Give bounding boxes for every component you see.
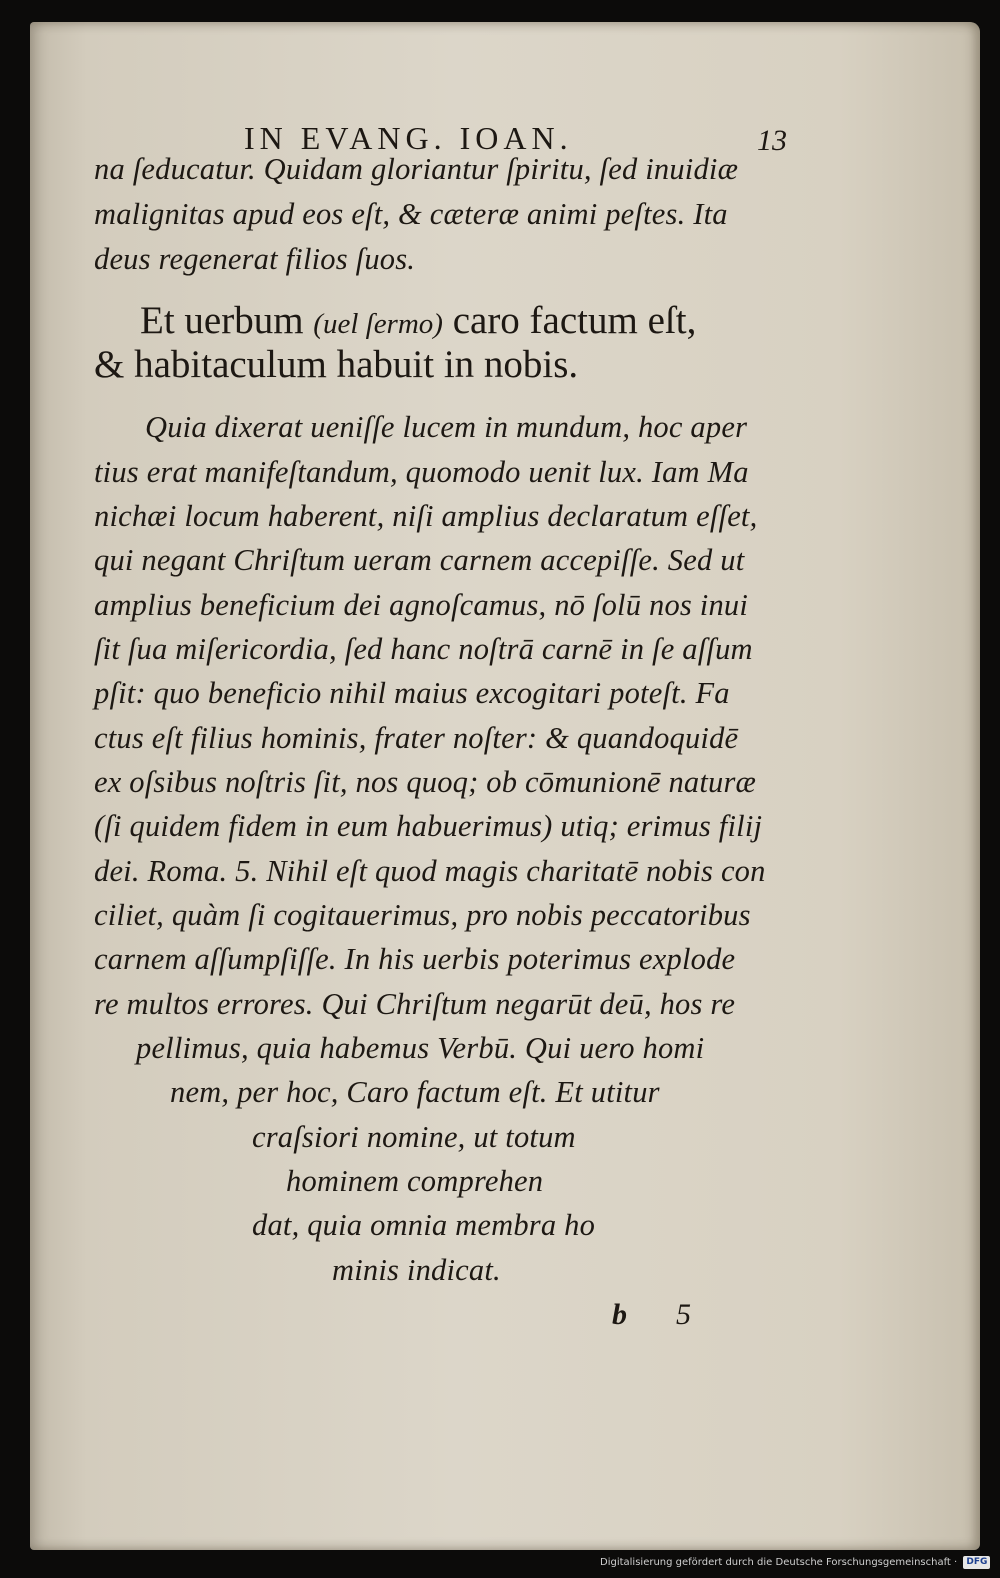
text-line: amplius beneficium dei agnoſcamus, nō ſolū nos inui — [94, 588, 749, 622]
text-line: pſit: quo beneficio nihil maius excogitari poteſt. Fa — [94, 676, 730, 710]
dfg-logo: DFG — [963, 1556, 990, 1569]
text-line: ctus eſt filius hominis, frater noſter: & quandoquidē — [94, 721, 739, 755]
text-line: na ſeducatur. Quidam gloriantur ſpiritu, ſed inuidiæ — [94, 152, 739, 186]
text-line: ex oſsibus noſtris ſit, nos quoq; ob cōmunionē naturæ — [94, 765, 757, 799]
text-line: hominem comprehen — [286, 1164, 544, 1198]
credit-text: Digitalisierung gefördert durch die Deutsche Forschungsgemeinschaft · — [600, 1557, 958, 1568]
running-title: IN EVANG. IOAN. — [244, 120, 573, 156]
text-line: carnem aſſumpſiſſe. In his uerbis poterimus explode — [94, 942, 736, 976]
text-line: dat, quia omnia membra ho — [252, 1208, 596, 1242]
lemma-line-1 — [140, 298, 696, 343]
text-line: (ſi quidem fidem in eum habuerimus) utiq; erimus filij — [94, 809, 763, 843]
text-line: dei. Roma. 5. Nihil eſt quod magis charitatē nobis con — [94, 854, 766, 888]
text-line: Quia dixerat ueniſſe lucem in mundum, hoc aper — [145, 410, 748, 444]
text-line: craſsiori nomine, ut totum — [252, 1120, 576, 1154]
digitization-credit — [600, 1552, 996, 1574]
folio-number: 13 — [757, 124, 787, 157]
text-line: nem, per hoc, Caro factum eſt. Et utitur — [170, 1075, 660, 1109]
signature-number: 5 — [676, 1298, 691, 1331]
text-line: tius erat manifeſtandum, quomodo uenit lux. Iam Ma — [94, 455, 749, 489]
text-line: pellimus, quia habemus Verbū. Qui uero homi — [136, 1031, 705, 1065]
text-line: minis indicat. — [332, 1253, 501, 1287]
lemma-text-b: caro factum eſt, — [452, 299, 697, 342]
book-page — [30, 22, 980, 1550]
text-line: qui negant Chriſtum ueram carnem accepiſſe. Sed ut — [94, 543, 745, 577]
text-line: malignitas apud eos eſt, & cæteræ animi peſtes. Ita — [94, 197, 728, 231]
signature-letter: b — [612, 1298, 627, 1331]
text-line: ſit ſua miſericordia, ſed hanc noſtrā carnē in ſe aſſum — [94, 632, 753, 666]
text-line: nichæi locum haberent, niſi amplius declaratum eſſet, — [94, 499, 758, 533]
lemma-line-2: & habitaculum habuit in nobis. — [94, 343, 579, 386]
text-line: re multos errores. Qui Chriſtum negarūt deū, hos re — [94, 987, 736, 1021]
text-line: ciliet, quàm ſi cogitauerimus, pro nobis peccatoribus — [94, 898, 751, 932]
show-through-bleed — [850, 152, 920, 200]
lemma-parenthetical: (uel ſermo) — [313, 308, 443, 340]
text-line: deus regenerat filios ſuos. — [94, 242, 416, 276]
lemma-text-a: Et uerbum — [140, 299, 304, 342]
